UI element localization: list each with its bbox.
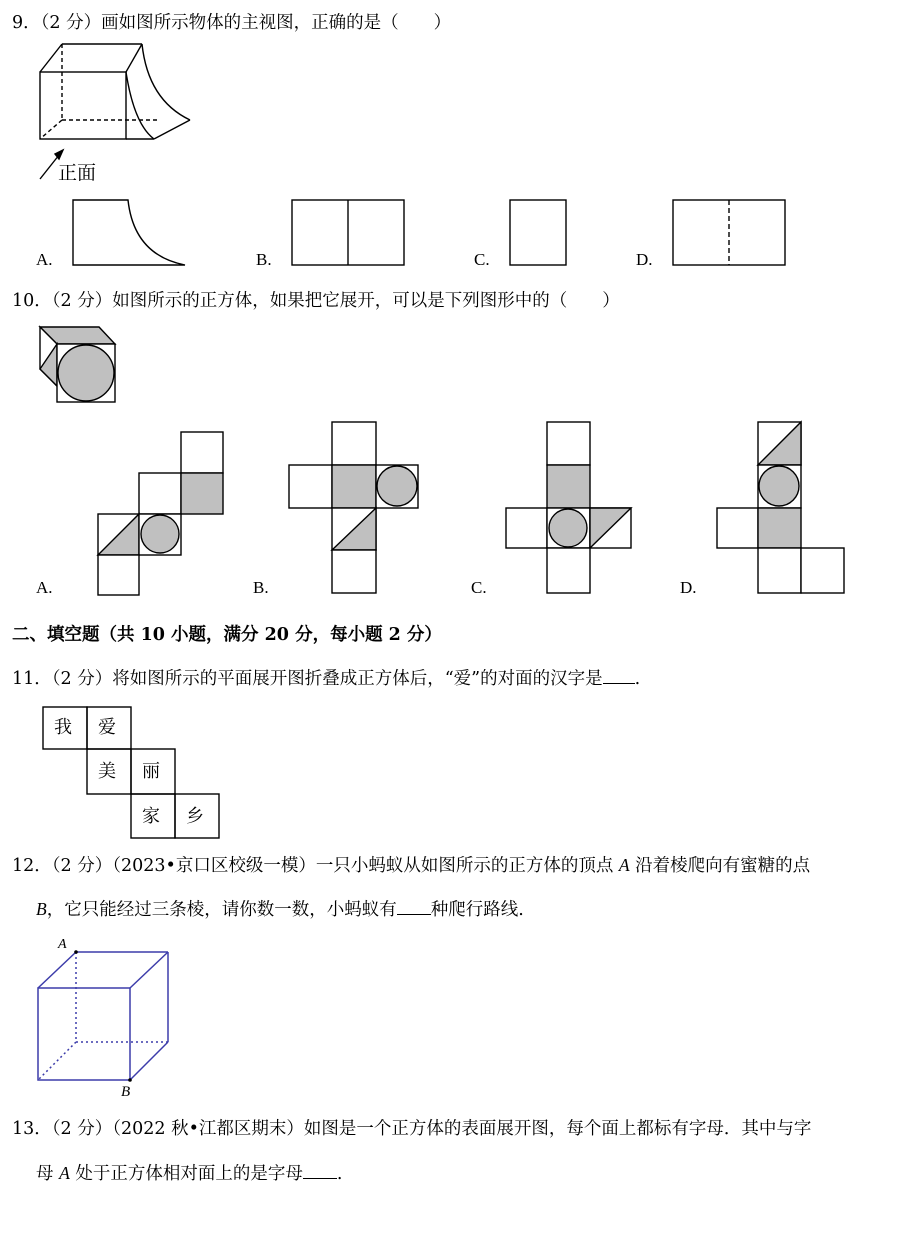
q12-stem-line1: 12．（2 分）（2023•京口区校级一模）一只小蚂蚁从如图所示的正方体的顶点 A 沿着棱爬向有蜜糖的点	[12, 855, 811, 876]
section-2-heading: 二、填空题（共 10 小题，满分 20 分，每小题 2 分）	[12, 625, 442, 645]
q10-option-d-label: D.	[680, 578, 697, 597]
q11-stem: 11．（2 分）将如图所示的平面展开图折叠成正方体后，“爱”的对面的汉字是 .	[12, 669, 641, 689]
q11-cell-li: 丽	[142, 761, 160, 782]
q11-cell-xiang: 乡	[186, 806, 204, 827]
q11-cell-jia: 家	[142, 806, 160, 827]
q10-stem: 10．（2 分）如图所示的正方体，如果把它展开，可以是下列图形中的（ ）	[12, 291, 620, 311]
q10-option-a-net	[97, 431, 225, 597]
q10-option-b-net	[288, 421, 420, 595]
q12-answer-blank	[397, 898, 431, 915]
q12-cube-figure	[36, 946, 172, 1084]
q10-option-b-label: B.	[253, 578, 269, 597]
q12-stem-line2: B，它只能经过三条棱，请你数一数，小蚂蚁有 种爬行路线.	[36, 899, 524, 920]
q9-option-d-figure	[672, 199, 786, 267]
q10-option-c-net	[505, 421, 633, 595]
q9-option-c-label: C.	[474, 250, 490, 269]
front-view-label: 正面	[58, 162, 97, 184]
q11-net	[42, 706, 222, 840]
q10-option-a-label: A.	[36, 578, 53, 597]
q11-cell-wo: 我	[54, 717, 72, 738]
q11-cell-mei: 美	[98, 761, 116, 782]
q10-option-d-net	[716, 421, 848, 595]
q9-option-b-figure	[291, 199, 405, 267]
q9-option-a-figure	[72, 199, 188, 267]
q9-option-a-label: A.	[36, 250, 53, 269]
q13-answer-blank	[303, 1162, 337, 1179]
q12-label-b: B	[121, 1084, 131, 1100]
q9-option-b-label: B.	[256, 250, 272, 269]
q11-cell-ai: 爱	[98, 717, 116, 738]
q9-option-c-figure	[509, 199, 567, 267]
q12-label-a: A	[58, 937, 67, 952]
q13-stem-line1: 13．（2 分）（2022 秋•江都区期末）如图是一个正方体的表面展开图，每个面上都标有字母．其中与字	[12, 1119, 812, 1139]
q10-cube-figure	[39, 326, 119, 406]
q13-stem-line2: 母 A 处于正方体相对面上的是字母 .	[36, 1163, 343, 1184]
q9-stem: 9．（2 分）画如图所示物体的主视图，正确的是（ ）	[12, 13, 452, 33]
q11-answer-blank	[603, 667, 635, 684]
q9-option-d-label: D.	[636, 250, 653, 269]
q9-object-figure	[30, 40, 200, 190]
q10-option-c-label: C.	[471, 578, 487, 597]
